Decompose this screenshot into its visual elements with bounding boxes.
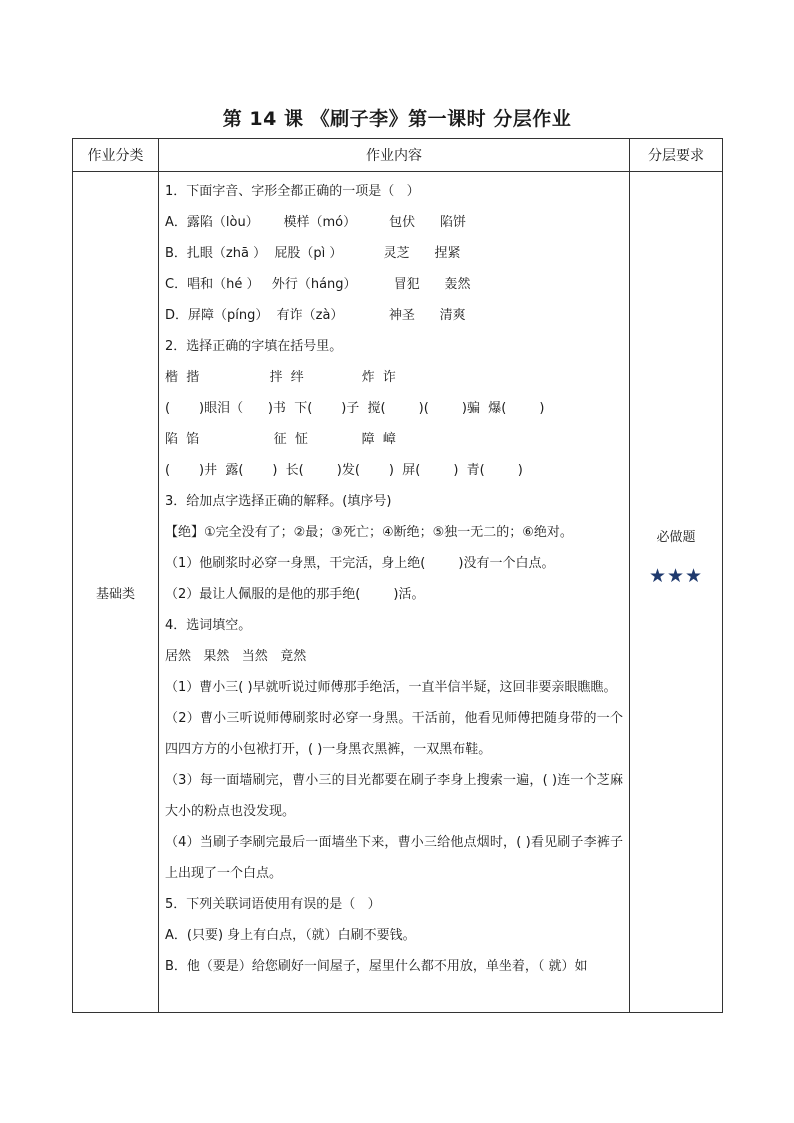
line-q1-c: C．唱和（hé ） 外行（háng） 冒犯 轰然 <box>165 277 471 292</box>
header-row <box>73 139 723 172</box>
para-q4-1: （1）曹小三( )早就听说过师傅那手绝活，一直半信半疑，这回非要亲眼瞧瞧。 <box>165 680 617 695</box>
line-q1: 1．下面字音、字形全都正确的一项是（ ） <box>165 184 420 199</box>
header-requirement: 分层要求 <box>630 139 723 172</box>
homework-table <box>72 138 723 1013</box>
para-q4-2: （2）曹小三听说师傅刷浆时必穿一身黑。干活前，他看见师傅把随身带的一个四四方方的小包袱打开，( )一身黑衣黑裤，一双黑布鞋。 <box>165 711 623 757</box>
header-content: 作业内容 <box>159 139 630 172</box>
line-q2-blanks-1: ( )眼泪（ )书 下( )子 搅( )( )骗 爆( ) <box>165 401 545 416</box>
requirement-label: 必做题 <box>656 529 696 545</box>
line-q1-d: D．屏障（píng） 有诈（zà） 神圣 清爽 <box>165 308 466 323</box>
line-q3-1: （1）他刷浆时必穿一身黑，干完活，身上绝( )没有一个白点。 <box>165 556 555 571</box>
line-q3-definitions: 【绝】①完全没有了；②最；③死亡；④断绝；⑤独一无二的；⑥绝对。 <box>165 525 573 540</box>
category-cell <box>73 172 159 1013</box>
content-cell <box>159 172 630 1013</box>
line-q1-b: B．扎眼（zhā ） 屁股（pì ） 灵芝 捏紧 <box>165 246 461 261</box>
page-title: 第 14 课 《刷子李》第一课时 分层作业 <box>222 108 572 130</box>
header-category: 作业分类 <box>73 139 159 172</box>
line-q4-words: 居然 果然 当然 竟然 <box>165 649 307 664</box>
line-q5: 5．下列关联词语使用有误的是（ ） <box>165 897 381 912</box>
line-q2-blanks-2: ( )井 露( ) 长( )发( ) 屏( ) 青( ) <box>165 463 523 478</box>
line-q3-2: （2）最让人佩服的是他的那手绝( )活。 <box>165 587 425 602</box>
category-label: 基础类 <box>95 586 135 602</box>
line-q5-b: B．他（要是）给您刷好一间屋子，屋里什么都不用放，单坐着，（ 就）如 <box>165 959 588 974</box>
line-q2: 2．选择正确的字填在括号里。 <box>165 339 343 354</box>
content-row <box>73 172 723 1013</box>
para-q4-3: （3）每一面墙刷完，曹小三的目光都要在刷子李身上搜索一遍，( )连一个芝麻大小的粉点也没发现。 <box>165 773 623 819</box>
difficulty-stars-icon: ★★★ <box>648 564 704 587</box>
line-q1-a: A．露陷（lòu） 模样（mó） 包伏 陷饼 <box>165 215 466 230</box>
para-q4-4: （4）当刷子李刷完最后一面墙坐下来，曹小三给他点烟时，( )看见刷子李裤子上出现了一个白点。 <box>165 835 623 881</box>
line-q4: 4．选词填空。 <box>165 618 252 633</box>
line-q2-chars-2: 陷 馅 征 怔 障 嶂 <box>165 432 396 447</box>
requirement-cell <box>630 172 723 1013</box>
line-q5-a: A．(只要) 身上有白点，（就）白刷不要钱。 <box>165 928 416 943</box>
line-q2-chars-1: 楷 揩 拌 绊 炸 诈 <box>165 370 396 385</box>
line-q3: 3．给加点字选择正确的解释。(填序号) <box>165 494 392 509</box>
